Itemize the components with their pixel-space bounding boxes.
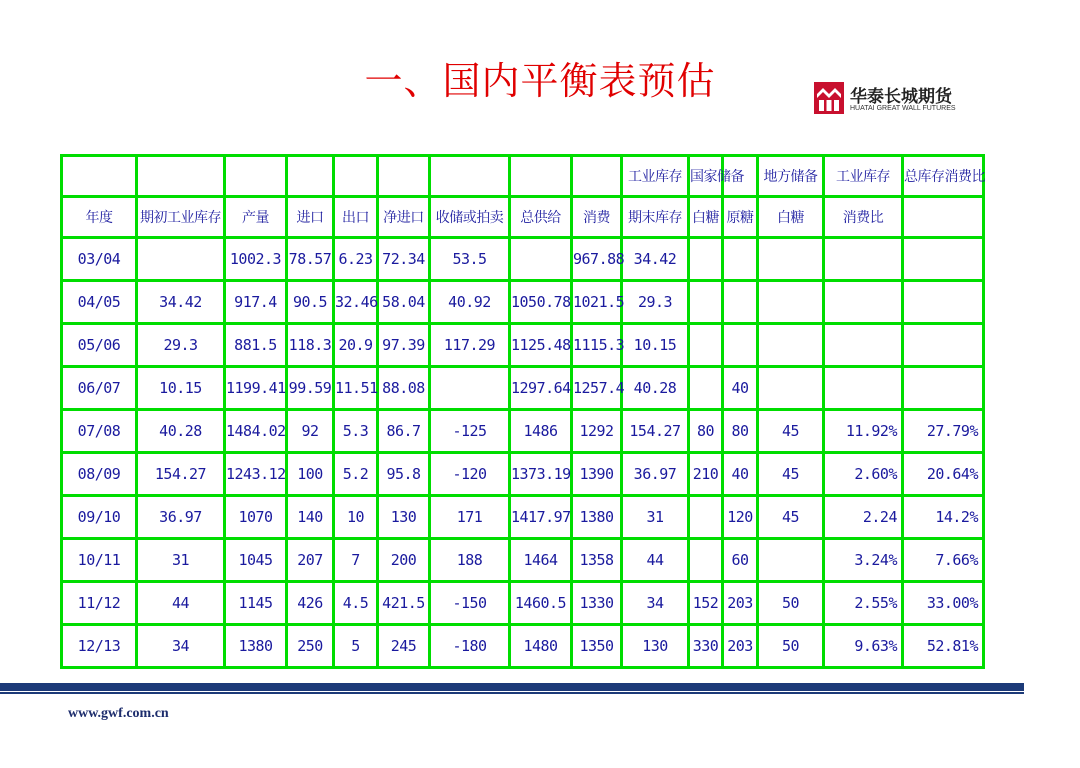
table-cell: [903, 197, 984, 238]
table-cell: 1257.4: [572, 367, 622, 410]
table-cell: 1380: [225, 625, 287, 668]
table-cell: 210: [689, 453, 723, 496]
table-cell: 78.57: [287, 238, 334, 281]
table-cell: 消费: [572, 197, 622, 238]
table-cell: 250: [287, 625, 334, 668]
table-cell: 140: [287, 496, 334, 539]
table-cell: 12/13: [62, 625, 137, 668]
table-cell: 207: [287, 539, 334, 582]
slide-title: 一、国内平衡表预估: [364, 59, 716, 103]
table-cell: 50: [758, 625, 824, 668]
table-row: [62, 324, 984, 367]
table-cell: 40.92: [430, 281, 510, 324]
table-cell: 1417.97: [510, 496, 572, 539]
table-row: [62, 453, 984, 496]
table-cell: 1480: [510, 625, 572, 668]
table-cell: [430, 156, 510, 197]
table-cell: 总库存消费比: [903, 156, 984, 197]
table-cell: 80: [689, 410, 723, 453]
table-cell: [758, 238, 824, 281]
table-cell: 45: [758, 410, 824, 453]
table-cell: 130: [378, 496, 430, 539]
table-cell: 58.04: [378, 281, 430, 324]
table-cell: 06/07: [62, 367, 137, 410]
table-cell: 90.5: [287, 281, 334, 324]
table-cell: [137, 238, 225, 281]
table-cell: [824, 324, 903, 367]
table-cell: 45: [758, 496, 824, 539]
table-cell: 2.24: [824, 496, 903, 539]
table-cell: 117.29: [430, 324, 510, 367]
table-cell: 60: [723, 539, 758, 582]
table-cell: 967.88: [572, 238, 622, 281]
table-cell: 40: [723, 453, 758, 496]
table-cell: 04/05: [62, 281, 137, 324]
table-cell: 44: [622, 539, 689, 582]
table-cell: 7: [334, 539, 378, 582]
table-cell: 10.15: [137, 367, 225, 410]
table-cell: 152: [689, 582, 723, 625]
table-cell: 154.27: [137, 453, 225, 496]
table-cell: 1297.64: [510, 367, 572, 410]
table-cell: 14.2%: [903, 496, 984, 539]
table-cell: 3.24%: [824, 539, 903, 582]
table-cell: [510, 238, 572, 281]
table-cell: [689, 324, 723, 367]
table-cell: 29.3: [622, 281, 689, 324]
table-row: [62, 496, 984, 539]
table-cell: 05/06: [62, 324, 137, 367]
table-cell: 1070: [225, 496, 287, 539]
table-cell: 10/11: [62, 539, 137, 582]
table-cell: 426: [287, 582, 334, 625]
table-cell: 86.7: [378, 410, 430, 453]
table-cell: [723, 324, 758, 367]
table-cell: 1358: [572, 539, 622, 582]
table-cell: 1199.41: [225, 367, 287, 410]
table-cell: 52.81%: [903, 625, 984, 668]
table-cell: 2.55%: [824, 582, 903, 625]
table-cell: [824, 367, 903, 410]
table-row: [62, 582, 984, 625]
table-cell: [689, 539, 723, 582]
table-cell: 1464: [510, 539, 572, 582]
table-cell: [903, 281, 984, 324]
table-cell: [430, 367, 510, 410]
table-cell: 7.66%: [903, 539, 984, 582]
table-cell: 245: [378, 625, 430, 668]
table-cell: 36.97: [137, 496, 225, 539]
table-cell: 2.60%: [824, 453, 903, 496]
table-cell: 10.15: [622, 324, 689, 367]
table-cell: 白糖: [689, 197, 723, 238]
table-cell: 881.5: [225, 324, 287, 367]
table-cell: 33.00%: [903, 582, 984, 625]
table-cell: 1243.12: [225, 453, 287, 496]
table-cell: 出口: [334, 197, 378, 238]
table-cell: 地方储备: [758, 156, 824, 197]
table-cell: 1484.02: [225, 410, 287, 453]
table-cell: 5.2: [334, 453, 378, 496]
table-cell: 20.64%: [903, 453, 984, 496]
table-cell: 40.28: [622, 367, 689, 410]
table-cell: -180: [430, 625, 510, 668]
table-cell: 118.3: [287, 324, 334, 367]
table-cell: 44: [137, 582, 225, 625]
table-cell: 1045: [225, 539, 287, 582]
table-cell: 08/09: [62, 453, 137, 496]
table-cell: 9.63%: [824, 625, 903, 668]
table-cell: 203: [723, 582, 758, 625]
table-cell: 45: [758, 453, 824, 496]
table-cell: 34.42: [622, 238, 689, 281]
table-cell: 工业库存: [622, 156, 689, 197]
table-row: [62, 539, 984, 582]
table-cell: [572, 156, 622, 197]
table-cell: [689, 496, 723, 539]
table-cell: 1330: [572, 582, 622, 625]
table-cell: 期末库存: [622, 197, 689, 238]
table-cell: 32.46: [334, 281, 378, 324]
table-cell: 年度: [62, 197, 137, 238]
table-cell: 88.08: [378, 367, 430, 410]
table-cell: 34: [137, 625, 225, 668]
table-cell: 白糖: [758, 197, 824, 238]
table-cell: [824, 238, 903, 281]
table-cell: 80: [723, 410, 758, 453]
table-cell: 6.23: [334, 238, 378, 281]
balance-table: [60, 154, 985, 669]
table-cell: [903, 324, 984, 367]
table-cell: 11.92%: [824, 410, 903, 453]
table-row: [62, 238, 984, 281]
table-cell: 53.5: [430, 238, 510, 281]
table-cell: 27.79%: [903, 410, 984, 453]
table-cell: [378, 156, 430, 197]
table-cell: 171: [430, 496, 510, 539]
table-cell: 1115.3: [572, 324, 622, 367]
table-cell: 5: [334, 625, 378, 668]
table-cell: 10: [334, 496, 378, 539]
table-cell: 期初工业库存: [137, 197, 225, 238]
table-cell: 产量: [225, 197, 287, 238]
table-cell: 原糖: [723, 197, 758, 238]
table-cell: 1390: [572, 453, 622, 496]
table-cell: [758, 281, 824, 324]
table-cell: 4.5: [334, 582, 378, 625]
table-cell: 200: [378, 539, 430, 582]
table-cell: 97.39: [378, 324, 430, 367]
footer-bar: [0, 683, 1024, 691]
table-cell: 1145: [225, 582, 287, 625]
table-cell: [903, 238, 984, 281]
table-cell: 34.42: [137, 281, 225, 324]
table-cell: [334, 156, 378, 197]
table-cell: 国家储备: [689, 156, 723, 197]
table-cell: [723, 238, 758, 281]
table-cell: 进口: [287, 197, 334, 238]
table-cell: 11.51: [334, 367, 378, 410]
table-cell: 40.28: [137, 410, 225, 453]
table-cell: 120: [723, 496, 758, 539]
table-cell: 330: [689, 625, 723, 668]
table-cell: -120: [430, 453, 510, 496]
table-cell: [689, 238, 723, 281]
table-header-row-top: [62, 156, 984, 197]
table-cell: [758, 324, 824, 367]
table-cell: 99.59: [287, 367, 334, 410]
table-cell: 收储或拍卖: [430, 197, 510, 238]
table-cell: 07/08: [62, 410, 137, 453]
table-cell: 31: [622, 496, 689, 539]
table-cell: 1350: [572, 625, 622, 668]
table-cell: 203: [723, 625, 758, 668]
table-cell: -150: [430, 582, 510, 625]
table-cell: 1380: [572, 496, 622, 539]
table-cell: 421.5: [378, 582, 430, 625]
table-cell: 5.3: [334, 410, 378, 453]
table-header-row: [62, 197, 984, 238]
table-cell: [758, 539, 824, 582]
table-cell: 净进口: [378, 197, 430, 238]
table-cell: [824, 281, 903, 324]
table-cell: 95.8: [378, 453, 430, 496]
footer-url: www.gwf.com.cn: [68, 706, 169, 721]
table-cell: 917.4: [225, 281, 287, 324]
logo-name-cn: 华泰长城期货: [850, 87, 952, 107]
table-cell: 1021.5: [572, 281, 622, 324]
table-cell: 100: [287, 453, 334, 496]
table-cell: [287, 156, 334, 197]
table-cell: 40: [723, 367, 758, 410]
table-cell: [225, 156, 287, 197]
table-cell: 1460.5: [510, 582, 572, 625]
table-row: [62, 625, 984, 668]
table-cell: [137, 156, 225, 197]
table-cell: 50: [758, 582, 824, 625]
table-cell: [723, 281, 758, 324]
logo-mark-icon: [814, 82, 844, 114]
table-cell: 总供给: [510, 197, 572, 238]
table-cell: 154.27: [622, 410, 689, 453]
table-cell: 29.3: [137, 324, 225, 367]
table-cell: 11/12: [62, 582, 137, 625]
table-cell: 188: [430, 539, 510, 582]
table-cell: 1292: [572, 410, 622, 453]
table-cell: 34: [622, 582, 689, 625]
table-cell: [62, 156, 137, 197]
table-cell: 92: [287, 410, 334, 453]
logo-name-en: HUATAI GREAT WALL FUTURES: [850, 105, 956, 112]
table-cell: [758, 367, 824, 410]
table-cell: 130: [622, 625, 689, 668]
table-cell: 1486: [510, 410, 572, 453]
company-logo: [814, 80, 984, 120]
table-cell: 03/04: [62, 238, 137, 281]
table-cell: 20.9: [334, 324, 378, 367]
table-cell: 1002.3: [225, 238, 287, 281]
table-cell: 工业库存: [824, 156, 903, 197]
table-cell: [689, 367, 723, 410]
table-cell: 1125.48: [510, 324, 572, 367]
table-cell: 36.97: [622, 453, 689, 496]
table-row: [62, 410, 984, 453]
table-cell: -125: [430, 410, 510, 453]
footer-bar-line: [0, 692, 1024, 694]
table-cell: [903, 367, 984, 410]
table-cell: 09/10: [62, 496, 137, 539]
table-row: [62, 281, 984, 324]
table-cell: 1050.78: [510, 281, 572, 324]
table-cell: 1373.19: [510, 453, 572, 496]
table-row: [62, 367, 984, 410]
balance-table-container: [60, 154, 985, 662]
table-cell: 31: [137, 539, 225, 582]
table-cell: 72.34: [378, 238, 430, 281]
table-cell: 消费比: [824, 197, 903, 238]
table-cell: [689, 281, 723, 324]
table-cell: [510, 156, 572, 197]
